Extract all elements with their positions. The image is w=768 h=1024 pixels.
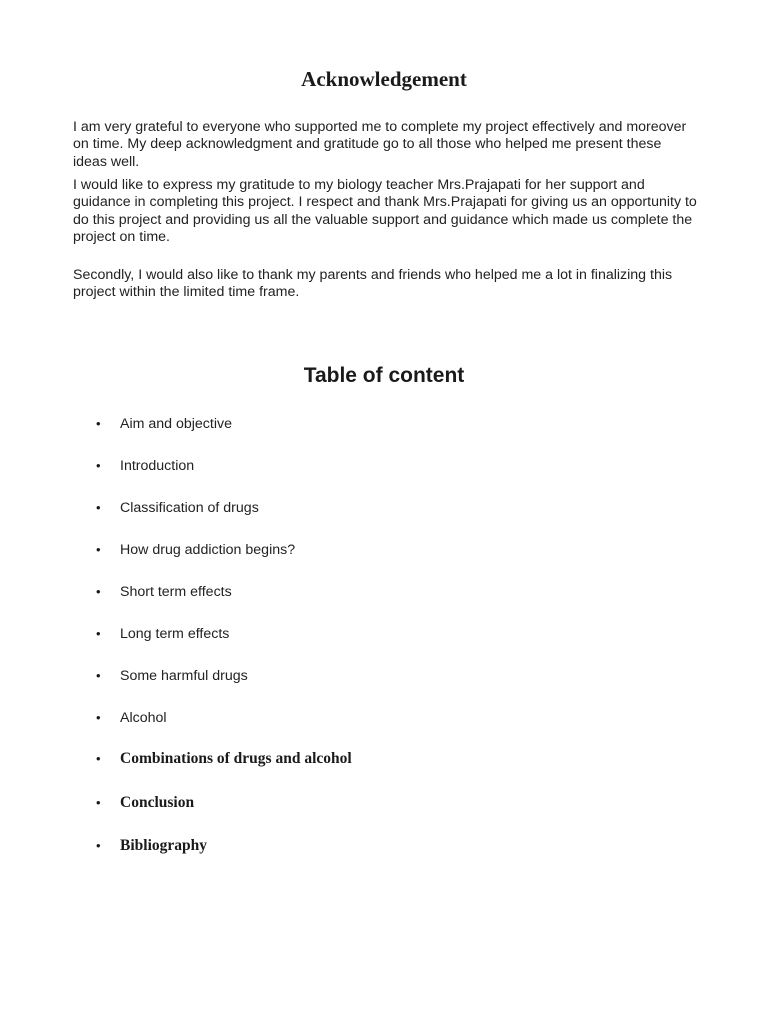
- bullet-icon: •: [96, 584, 101, 599]
- toc-item: [96, 584, 232, 600]
- table-of-content-heading: Table of content: [303, 364, 465, 387]
- bullet-icon: •: [96, 838, 101, 853]
- acknowledgement-paragraph-3: Secondly, I would also like to thank my parents and friends who helped me a lot in finalizing this project within the limited time frame.: [73, 267, 673, 301]
- bullet-icon: •: [96, 710, 101, 725]
- toc-item-label: Alcohol: [120, 710, 167, 726]
- acknowledgement-paragraph-1: I am very grateful to everyone who supported me to complete my project effectively and moreover on time. My deep acknowledgment and gratitude go to all those who helped me present these ideas well.: [73, 119, 687, 170]
- toc-item-label: Long term effects: [120, 626, 230, 642]
- toc-item: [96, 750, 352, 768]
- toc-item-label: Some harmful drugs: [120, 668, 248, 684]
- bullet-icon: •: [96, 416, 101, 431]
- acknowledgement-heading: Acknowledgement: [301, 67, 467, 91]
- toc-item: [96, 626, 229, 642]
- bullet-icon: •: [96, 795, 101, 810]
- toc-item: [96, 710, 167, 726]
- toc-item-label: How drug addiction begins?: [120, 542, 296, 558]
- toc-item: [96, 668, 248, 684]
- bullet-icon: •: [96, 626, 101, 641]
- bullet-icon: •: [96, 458, 101, 473]
- toc-item: [96, 416, 232, 432]
- toc-item: [96, 837, 207, 855]
- toc-item-label: Aim and objective: [120, 416, 232, 432]
- toc-item-label: Bibliography: [120, 837, 207, 854]
- toc-item-label: Combinations of drugs and alcohol: [120, 750, 352, 767]
- toc-item-label: Introduction: [120, 458, 195, 474]
- bullet-icon: •: [96, 751, 101, 766]
- toc-item: [96, 458, 194, 474]
- toc-item-label: Short term effects: [120, 584, 232, 600]
- bullet-icon: •: [96, 542, 101, 557]
- toc-item: [96, 794, 194, 812]
- toc-item-label: Conclusion: [120, 794, 195, 811]
- bullet-icon: •: [96, 668, 101, 683]
- bullet-icon: •: [96, 500, 101, 515]
- acknowledgement-paragraph-2: I would like to express my gratitude to my biology teacher Mrs.Prajapati for her support and guidance in completing this project. I respect and thank Mrs.Prajapati for giving us an opportunity to do this project and providing us all the valuable support and guidance which made us complete the project on time.: [73, 177, 697, 246]
- toc-item: [96, 500, 259, 516]
- toc-item-label: Classification of drugs: [120, 500, 259, 516]
- toc-item: [96, 542, 295, 558]
